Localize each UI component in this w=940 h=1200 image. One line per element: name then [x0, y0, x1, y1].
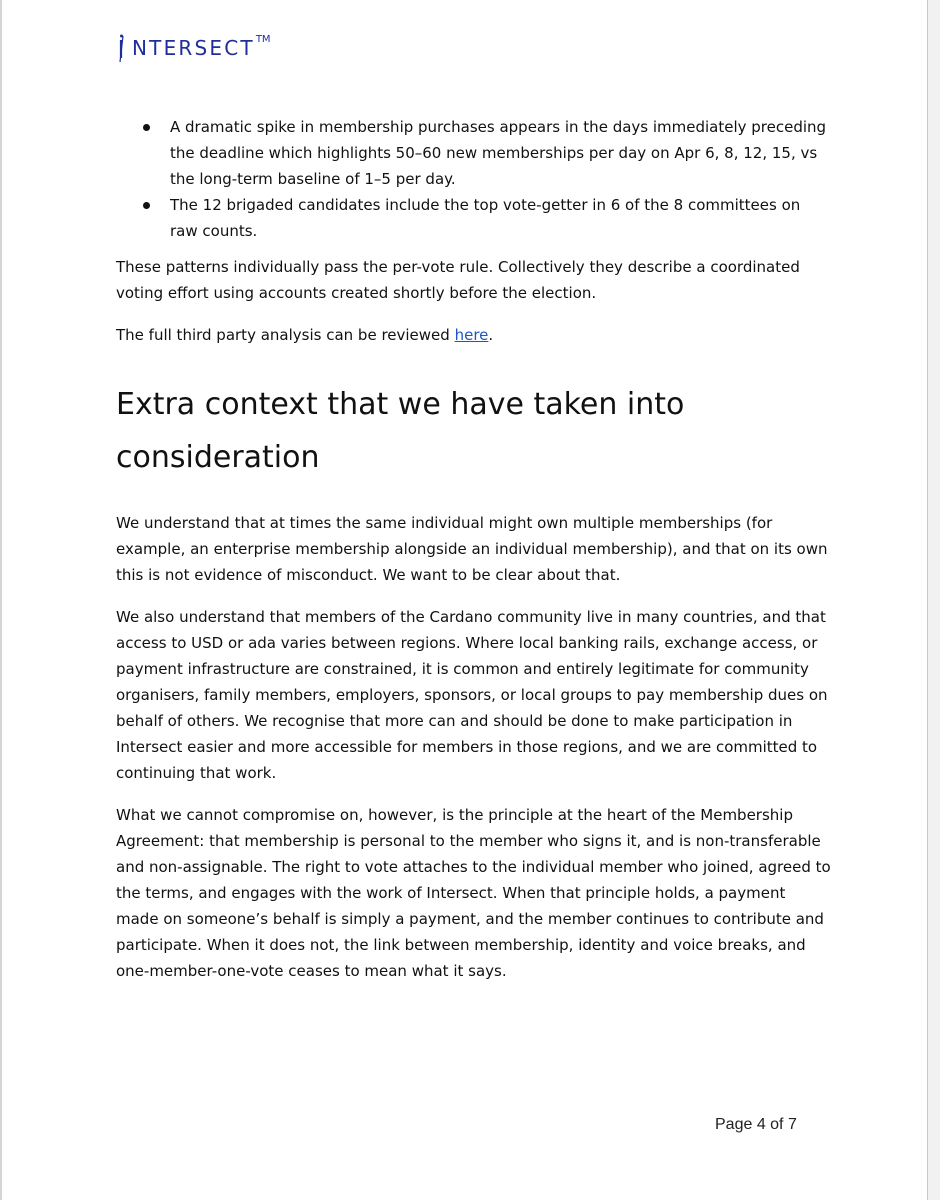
bullet-dot-icon	[143, 124, 150, 131]
bullet-item-membership-spike	[116, 114, 832, 192]
page-number: Page 4 of 7	[715, 1116, 797, 1133]
page-left-edge	[0, 0, 2, 1200]
bullet-dot-icon	[143, 202, 150, 209]
paragraph-membership-principle: What we cannot compromise on, however, is the principle at the heart of the Membership Agreement: that membership is personal to the member who signs it, and is non-transferable and non-assignable. The right to vote attaches to the individual member who joined, agreed to the terms, and engages with the work of Intersect. When that principle holds, a payment made on someone’s behalf is simply a payment, and the member continues to contribute and participate. When it does not, the link between membership, identity and voice breaks, and one-member-one-vote ceases to mean what it says.	[116, 806, 831, 980]
bullet-text: A dramatic spike in membership purchases appears in the days immediately preceding the deadline which highlights 50–60 new memberships per day on Apr 6, 8, 12, 15, vs the long-term baseline of 1–5 per day.	[170, 118, 827, 188]
section-heading: Extra context that we have taken into consideration	[116, 387, 685, 475]
trademark-mark: TM	[255, 34, 271, 45]
bullet-item-brigaded-candidates	[116, 192, 832, 244]
logo-text: NTERSECT	[132, 36, 255, 60]
page-right-edge	[927, 0, 940, 1200]
paragraph-multiple-memberships: We understand that at times the same individual might own multiple memberships (for example, an enterprise membership alongside an individual membership), and that on its own this is not evidence of misconduct. We want to be clear about that.	[116, 514, 828, 584]
findings-bullet-list	[116, 114, 832, 244]
intersect-logo	[118, 28, 271, 68]
logo-i-glyph-icon	[118, 28, 132, 68]
bullet-text: The 12 brigaded candidates include the top vote-getter in 6 of the 8 committees on raw counts.	[170, 196, 801, 240]
analysis-text-end: .	[488, 326, 494, 344]
paragraph-analysis-link	[116, 322, 832, 348]
paragraph-patterns: These patterns individually pass the per-vote rule. Collectively they describe a coordinated voting effort using accounts created shortly before the election.	[116, 258, 800, 302]
analysis-here-link[interactable]: here	[454, 326, 489, 344]
document-body	[116, 114, 832, 984]
paragraph-regional-access: We also understand that members of the Cardano community live in many countries, and that access to USD or ada varies between regions. Where local banking rails, exchange access, or payment infrastructure are constrained, it is common and entirely legitimate for community organisers, family members, employers, sponsors, or local groups to pay membership dues on behalf of others. We recognise that more can and should be done to make participation in Intersect easier and more accessible for members in those regions, and we are committed to continuing that work.	[116, 608, 828, 782]
logo-i-mark-icon	[118, 28, 132, 68]
analysis-text: The full third party analysis can be reviewed	[116, 326, 455, 344]
